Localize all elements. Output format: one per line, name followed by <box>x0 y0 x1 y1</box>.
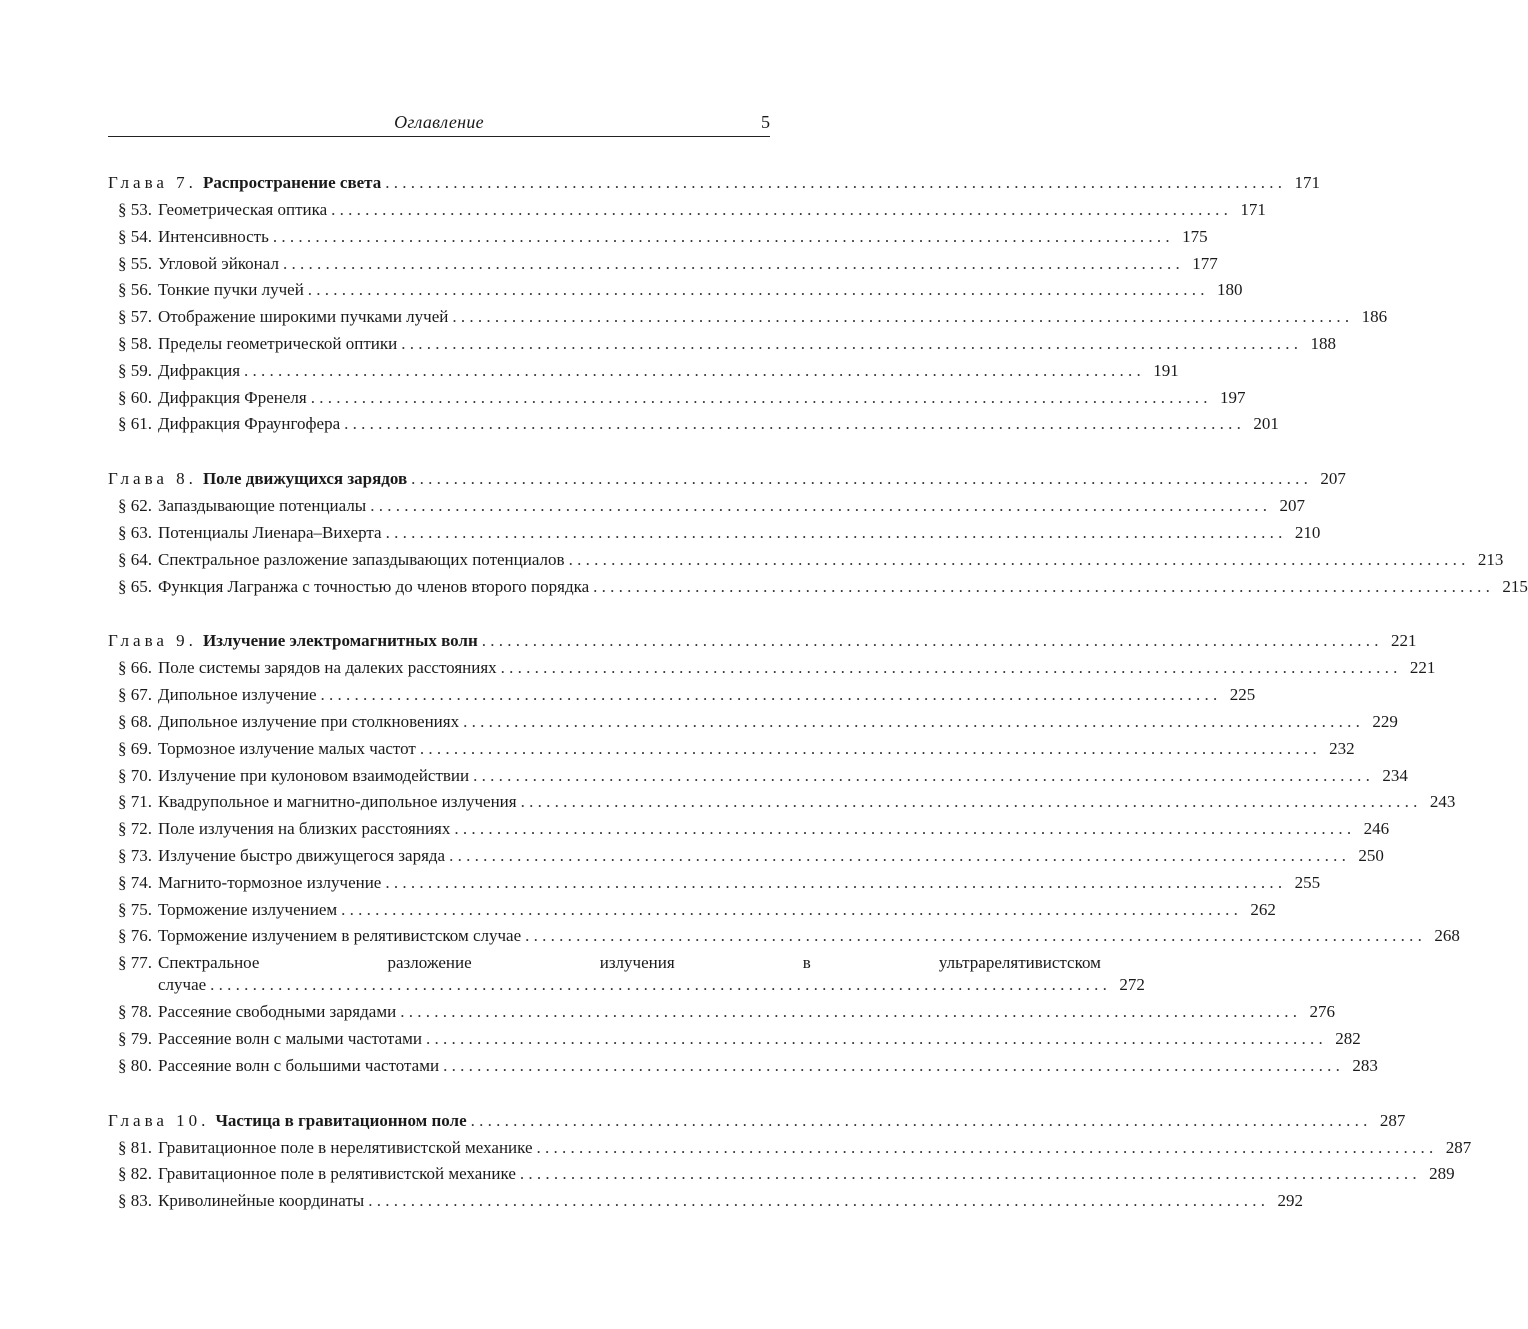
section-page: 283 <box>1352 1055 1378 1075</box>
dot-leader <box>593 577 1490 597</box>
section-entry[interactable] <box>108 953 1145 1002</box>
section-page: 186 <box>1361 307 1388 327</box>
header-page-number: 5 <box>761 112 770 132</box>
section-title: Дифракция <box>158 360 241 380</box>
section-title-word: ультрарелятивистском <box>938 953 1101 973</box>
section-title: Дифракция Фраунгофера <box>158 414 341 434</box>
section-title: Рассеяние волн с малыми частотами <box>158 1028 422 1048</box>
section-number: § 66. <box>118 658 152 678</box>
section-title: Угловой эйконал <box>158 253 279 273</box>
section-number: § 58. <box>118 333 152 353</box>
section-entry[interactable] <box>108 576 1528 604</box>
section-page: 229 <box>1372 711 1398 731</box>
section-page: 276 <box>1309 1002 1335 1022</box>
section-title: Дипольное излучение <box>158 685 317 705</box>
section-entry[interactable] <box>108 1191 1303 1218</box>
section-entry[interactable] <box>108 792 1456 819</box>
section-page: 243 <box>1429 792 1456 812</box>
dot-leader <box>449 846 1346 866</box>
dot-leader <box>283 254 1180 274</box>
chapter-page: 221 <box>1391 631 1417 651</box>
section-page: 282 <box>1335 1028 1361 1048</box>
chapter-number: Глава 9. <box>108 631 197 651</box>
section-page: 246 <box>1363 819 1390 839</box>
chapter-block <box>108 1110 1472 1218</box>
section-title: Интенсивность <box>158 226 269 246</box>
chapter-page: 207 <box>1320 469 1346 489</box>
section-number: § 56. <box>118 280 152 300</box>
section-number: § 64. <box>118 549 152 569</box>
section-number: § 79. <box>118 1028 152 1048</box>
section-number: § 62. <box>118 496 152 516</box>
section-entry[interactable] <box>108 549 1504 577</box>
dot-leader <box>454 819 1351 839</box>
section-number: § 71. <box>118 792 152 812</box>
dot-leader <box>537 1138 1434 1158</box>
section-entry[interactable] <box>108 360 1179 388</box>
dot-leader <box>520 1164 1417 1184</box>
section-page: 175 <box>1182 226 1208 246</box>
section-entry[interactable] <box>108 307 1388 334</box>
section-page: 272 <box>1119 975 1145 995</box>
toc-page <box>108 108 1528 1218</box>
section-title: Потенциалы Лиенара–Вихерта <box>158 522 382 542</box>
section-title: Гравитационное поле в нерелятивистской механике <box>158 1137 533 1157</box>
section-title: Отображение широкими пучками лучей <box>158 307 449 327</box>
section-title: Магнито-тормозное излучение <box>158 872 382 892</box>
section-page: 215 <box>1502 576 1528 596</box>
section-title-line <box>158 975 1145 1002</box>
section-page: 255 <box>1294 872 1321 892</box>
dot-leader <box>341 900 1238 920</box>
section-page: 234 <box>1382 765 1408 785</box>
section-entry[interactable] <box>108 333 1336 361</box>
section-title: Излучение быстро движущегося заряда <box>158 845 446 865</box>
section-number: § 81. <box>118 1137 152 1157</box>
section-title: Гравитационное поле в релятивистской механике <box>158 1164 516 1184</box>
chapter-entry[interactable] <box>108 469 1346 496</box>
section-title-word: излучения <box>599 953 675 973</box>
section-page: 207 <box>1279 496 1305 516</box>
dot-leader <box>321 685 1218 705</box>
section-entry[interactable] <box>108 226 1208 254</box>
section-page: 177 <box>1192 253 1218 273</box>
section-entry[interactable] <box>108 1055 1378 1083</box>
section-entry[interactable] <box>108 1028 1361 1056</box>
section-title: Торможение излучением <box>158 899 338 919</box>
section-entry[interactable] <box>108 1164 1455 1191</box>
chapter-page: 287 <box>1379 1110 1406 1130</box>
chapter-entry[interactable] <box>108 1110 1406 1138</box>
table-of-contents <box>108 173 1528 1218</box>
chapter-block <box>108 173 1388 441</box>
section-page: 225 <box>1229 685 1256 705</box>
section-page: 262 <box>1250 899 1276 919</box>
section-page: 289 <box>1429 1164 1455 1184</box>
section-entry[interactable] <box>108 845 1384 873</box>
section-number: § 59. <box>118 360 152 380</box>
chapter-entry[interactable] <box>108 631 1417 658</box>
section-page: 180 <box>1217 280 1243 300</box>
section-entry[interactable] <box>108 387 1246 415</box>
section-title: Излучение при кулоновом взаимодействии <box>158 765 470 785</box>
dot-leader <box>386 523 1283 543</box>
dot-leader <box>482 631 1379 651</box>
section-number: § 67. <box>118 685 152 705</box>
chapter-page: 171 <box>1294 173 1320 192</box>
dot-leader <box>471 1111 1368 1131</box>
dot-leader <box>311 388 1208 408</box>
section-number: § 72. <box>118 819 152 839</box>
section-number: § 54. <box>118 226 152 246</box>
running-header <box>108 108 770 137</box>
section-number: § 73. <box>118 845 152 865</box>
dot-leader <box>463 712 1360 732</box>
dot-leader <box>385 873 1282 893</box>
section-title-word: Спектральное <box>158 953 260 973</box>
section-number: § 69. <box>118 738 152 758</box>
section-number: § 82. <box>118 1164 152 1184</box>
section-page: 201 <box>1253 414 1279 434</box>
section-number: § 63. <box>118 522 152 542</box>
section-entry[interactable] <box>108 872 1321 900</box>
section-entry[interactable] <box>108 819 1390 846</box>
section-number: § 70. <box>118 765 152 785</box>
section-title: Рассеяние волн с большими частотами <box>158 1055 440 1075</box>
dot-leader <box>501 658 1398 678</box>
chapter-gap <box>108 441 770 469</box>
section-title: Квадрупольное и магнитно-дипольное излучения <box>158 792 517 812</box>
section-title-continued: случае <box>158 975 207 995</box>
section-number: § 78. <box>118 1002 152 1022</box>
dot-leader <box>244 361 1141 381</box>
dot-leader <box>521 792 1418 812</box>
section-entry[interactable] <box>108 899 1276 927</box>
section-title-word: в <box>802 953 811 973</box>
section-entry[interactable] <box>108 685 1256 712</box>
section-page: 232 <box>1329 738 1355 758</box>
section-entry[interactable] <box>108 253 1218 281</box>
section-page: 210 <box>1294 522 1321 542</box>
section-entry[interactable] <box>108 765 1408 793</box>
chapter-number: Глава 7. <box>108 173 197 192</box>
section-entry[interactable] <box>108 522 1321 550</box>
dot-leader <box>400 1002 1297 1022</box>
dot-leader <box>368 1191 1265 1211</box>
section-entry[interactable] <box>108 200 1266 227</box>
section-number: § 60. <box>118 387 152 407</box>
section-page: 268 <box>1434 926 1460 946</box>
section-number: § 53. <box>118 200 152 219</box>
section-title: Торможение излучением в релятивистском случае <box>158 926 522 946</box>
section-page: 292 <box>1277 1191 1303 1211</box>
section-title: Запаздывающие потенциалы <box>158 496 367 516</box>
section-entry[interactable] <box>108 496 1305 523</box>
section-page: 287 <box>1445 1137 1472 1157</box>
section-title: Дипольное излучение при столкновениях <box>158 711 460 731</box>
section-title: Дифракция Френеля <box>158 387 307 407</box>
dot-leader <box>331 200 1228 220</box>
section-title: Рассеяние свободными зарядами <box>158 1002 397 1022</box>
section-title: Поле излучения на близких расстояниях <box>158 819 451 839</box>
section-number: § 80. <box>118 1055 152 1075</box>
section-number: § 76. <box>118 926 152 946</box>
chapter-number: Глава 8. <box>108 469 197 489</box>
dot-leader <box>273 227 1170 247</box>
section-title: Тормозное излучение малых частот <box>158 738 416 758</box>
section-entry[interactable] <box>108 658 1436 685</box>
section-page: 213 <box>1477 549 1504 569</box>
dot-leader <box>443 1056 1340 1076</box>
chapter-gap <box>108 1083 770 1111</box>
section-entry[interactable] <box>108 280 1243 307</box>
dot-leader <box>420 739 1317 759</box>
dot-leader <box>308 280 1205 300</box>
dot-leader <box>411 469 1308 489</box>
section-entry[interactable] <box>108 926 1460 953</box>
header-title: Оглавление <box>394 112 484 132</box>
section-number: § 68. <box>118 711 152 731</box>
chapter-block <box>108 631 1460 1082</box>
section-entry[interactable] <box>108 1137 1472 1165</box>
section-number: § 75. <box>118 899 152 919</box>
section-number: § 61. <box>118 414 152 434</box>
chapter-title: Излучение электромагнитных волн <box>202 631 478 651</box>
chapter-number: Глава 10. <box>108 1110 210 1130</box>
section-title: Поле системы зарядов на далеких расстояниях <box>158 658 497 678</box>
section-page: 197 <box>1219 387 1246 407</box>
dot-leader <box>401 334 1298 354</box>
section-title: Функция Лагранжа с точностью до членов второго порядка <box>158 576 590 596</box>
section-number: § 74. <box>118 872 152 892</box>
chapter-block <box>108 469 1528 603</box>
section-page: 171 <box>1240 200 1266 219</box>
section-page: 191 <box>1153 360 1179 380</box>
section-title-line <box>158 953 1145 975</box>
chapter-gap <box>108 603 770 631</box>
section-title: Тонкие пучки лучей <box>158 280 304 300</box>
chapter-entry[interactable] <box>108 173 1320 200</box>
section-entry[interactable] <box>108 711 1398 739</box>
dot-leader <box>569 550 1466 570</box>
section-entry[interactable] <box>108 1002 1335 1029</box>
dot-leader <box>473 766 1370 786</box>
section-title: Криволинейные координаты <box>158 1191 365 1211</box>
dot-leader <box>344 414 1241 434</box>
dot-leader <box>452 307 1349 327</box>
section-page: 221 <box>1409 658 1436 678</box>
dot-leader <box>426 1029 1323 1049</box>
dot-leader <box>525 926 1422 946</box>
section-title-block <box>158 953 1145 1002</box>
section-number: § 55. <box>118 253 152 273</box>
section-page: 250 <box>1358 845 1384 865</box>
dot-leader <box>370 496 1267 516</box>
section-title: Спектральное разложение запаздывающих потенциалов <box>158 549 565 569</box>
section-number: § 57. <box>118 307 152 327</box>
section-number: § 65. <box>118 576 152 596</box>
section-number: § 83. <box>118 1191 152 1211</box>
section-title-word: разложение <box>387 953 472 973</box>
chapter-title: Распространение света <box>202 173 382 192</box>
section-title: Геометрическая оптика <box>158 200 328 219</box>
section-page: 188 <box>1310 333 1336 353</box>
section-number: § 77. <box>118 953 152 973</box>
dot-leader <box>210 975 1107 995</box>
section-entry[interactable] <box>108 738 1355 766</box>
section-title: Пределы геометрической оптики <box>158 333 398 353</box>
chapter-title: Частица в гравитационном поле <box>215 1110 467 1130</box>
chapter-title: Поле движущихся зарядов <box>202 469 408 489</box>
dot-leader <box>385 173 1282 193</box>
section-entry[interactable] <box>108 414 1279 441</box>
